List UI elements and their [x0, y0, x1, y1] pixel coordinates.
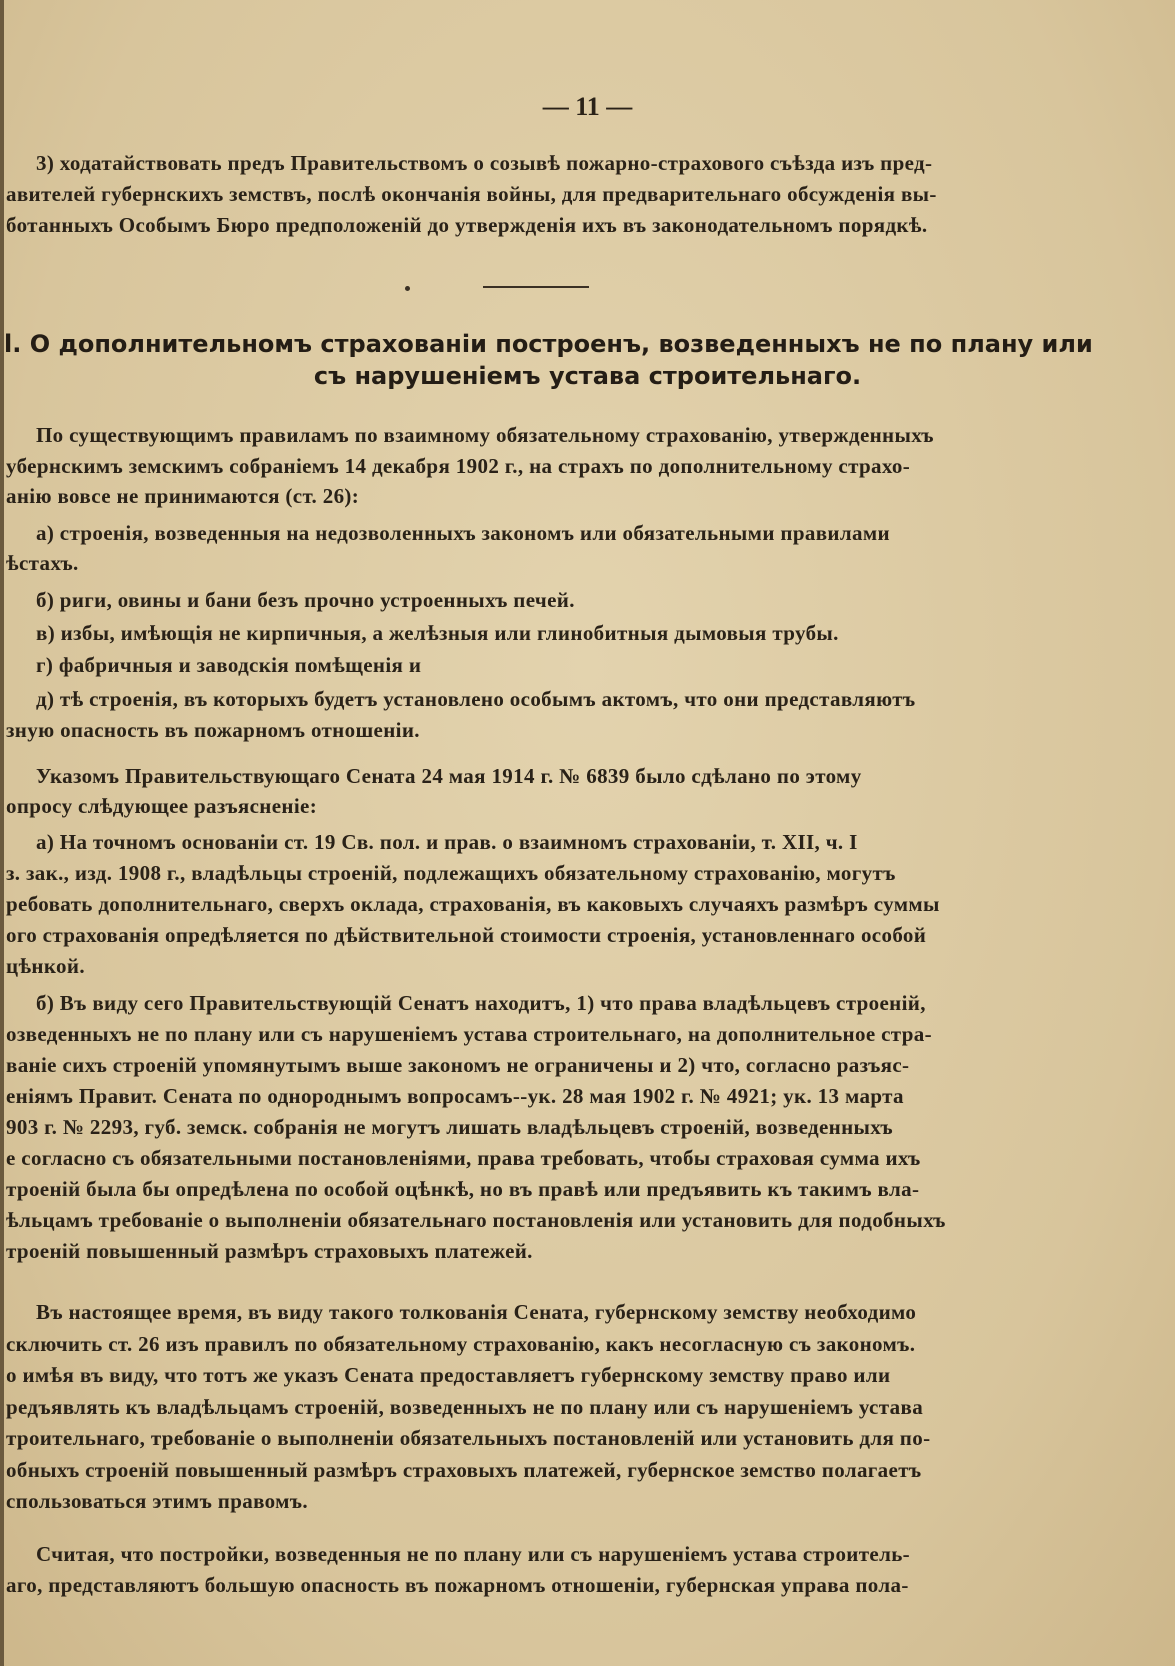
text-line: анію вовсе не принимаются (ст. 26): — [6, 484, 360, 508]
text-line: Считая, что постройки, возведенныя не по плану или съ нарушеніемъ устава строитель- — [36, 1542, 911, 1566]
text-line: ботанныхъ Особымъ Бюро предположеній до утвержденія ихъ въ законодательномъ порядкѣ. — [6, 213, 928, 237]
text-line: аго, представляютъ большую опасность въ пожарномъ отношеніи, губернская управа пола- — [6, 1573, 909, 1597]
text-line: троеній повышенный размѣръ страховыхъ платежей. — [6, 1239, 533, 1263]
text-line: а) строенія, возведенныя на недозволенныхъ закономъ или обязательными правилами — [36, 521, 890, 545]
text-line: о имѣя въ виду, что тотъ же указъ Сената предоставляетъ губернскому земству право или — [6, 1363, 891, 1387]
text-line: а) На точномъ основаніи ст. 19 Св. пол. и прав. о взаимномъ страхованіи, т. XII, ч. I — [36, 830, 858, 854]
text-line: спользоваться этимъ правомъ. — [6, 1489, 308, 1513]
text-line: г) фабричныя и заводскія помѣщенія и — [36, 653, 422, 677]
text-line: убернскимъ земскимъ собраніемъ 14 декабря 1902 г., на страхъ по дополнительному страхо- — [6, 454, 911, 478]
stray-dot — [405, 286, 410, 291]
text-line: ваніе сихъ строеній упомянутымъ выше закономъ не ограничены и 2) что, согласно разъяс- — [6, 1053, 910, 1077]
text-line: сключить ст. 26 изъ правилъ по обязательному страхованію, какъ несогласную съ закономъ. — [6, 1332, 916, 1356]
section-heading-line-1: l. О дополнительномъ страхованіи построенъ, возведенныхъ не по плану или — [4, 330, 1093, 358]
text-line: цѣнкой. — [6, 954, 85, 978]
text-line: б) риги, овины и бани безъ прочно устроенныхъ печей. — [36, 588, 575, 612]
text-line: д) тѣ строенія, въ которыхъ будетъ установлено особымъ актомъ, что они представляютъ — [36, 687, 916, 711]
text-line: ѣльцамъ требованіе о выполненіи обязательнаго постановленія или установить для подобныхъ — [6, 1208, 946, 1232]
text-line: обныхъ строеній повышенный размѣръ страховыхъ платежей, губернское земство полагаетъ — [6, 1458, 922, 1482]
section-heading-line-2: съ нарушеніемъ устава строительнаго. — [313, 362, 862, 390]
text-line: озведенныхъ не по плану или съ нарушеніемъ устава строительнаго, на дополнительное стра- — [6, 1022, 932, 1046]
text-line: 3) ходатайствовать предъ Правительствомъ о созывѣ пожарно-страхового съѣзда изъ пред- — [36, 151, 933, 175]
section-divider — [483, 286, 589, 288]
text-line: з. зак., изд. 1908 г., владѣльцы строеній, подлежащихъ обязательному страхованію, могутъ — [6, 861, 896, 885]
text-line: еніямъ Правит. Сената по однороднымъ вопросамъ--ук. 28 мая 1902 г. № 4921; ук. 13 марта — [6, 1084, 904, 1108]
text-line: 903 г. № 2293, губ. земск. собранія не могутъ лишать владѣльцевъ строеній, возведенныхъ — [6, 1115, 893, 1139]
text-line: в) избы, имѣющія не кирпичныя, а желѣзныя или глинобитныя дымовыя трубы. — [36, 621, 839, 645]
page-number: — 11 — — [542, 92, 633, 121]
text-line: Указомъ Правительствующаго Сената 24 мая 1914 г. № 6839 было сдѣлано по этому — [36, 764, 862, 788]
text-line: е согласно съ обязательными постановленіями, права требовать, чтобы страховая сумма ихъ — [6, 1146, 921, 1170]
text-line: троеній была бы опредѣлена по особой оцѣнкѣ, но въ правѣ или предъявить къ такимъ вла- — [6, 1177, 920, 1201]
text-line: опросу слѣдующее разъясненіе: — [6, 794, 318, 818]
text-line: ребовать дополнительнаго, сверхъ оклада, страхованія, въ каковыхъ случаяхъ размѣръ суммы — [6, 892, 940, 916]
text-line: По существующимъ правиламъ по взаимному обязательному страхованію, утвержденныхъ — [36, 423, 934, 447]
text-line: ого страхованія опредѣляется по дѣйствительной стоимости строенія, установленнаго особой — [6, 923, 927, 947]
text-line: б) Въ виду сего Правительствующій Сенатъ находитъ, 1) что права владѣльцевъ строеній, — [36, 991, 926, 1015]
text-line: редъявлять къ владѣльцамъ строеній, возведенныхъ не по плану или съ нарушеніемъ устава — [6, 1395, 924, 1419]
text-line: авителей губернскихъ земствъ, послѣ окончанія войны, для предварительнаго обсужденія вы- — [6, 182, 937, 206]
text-line: троительнаго, требованіе о выполненіи обязательныхъ постановленій или установить для по- — [6, 1426, 931, 1450]
text-line: Въ настоящее время, въ виду такого толкованія Сената, губернскому земству необходимо — [36, 1300, 917, 1324]
text-line: зную опасность въ пожарномъ отношеніи. — [6, 718, 420, 742]
text-line: ѣстахъ. — [6, 551, 79, 575]
